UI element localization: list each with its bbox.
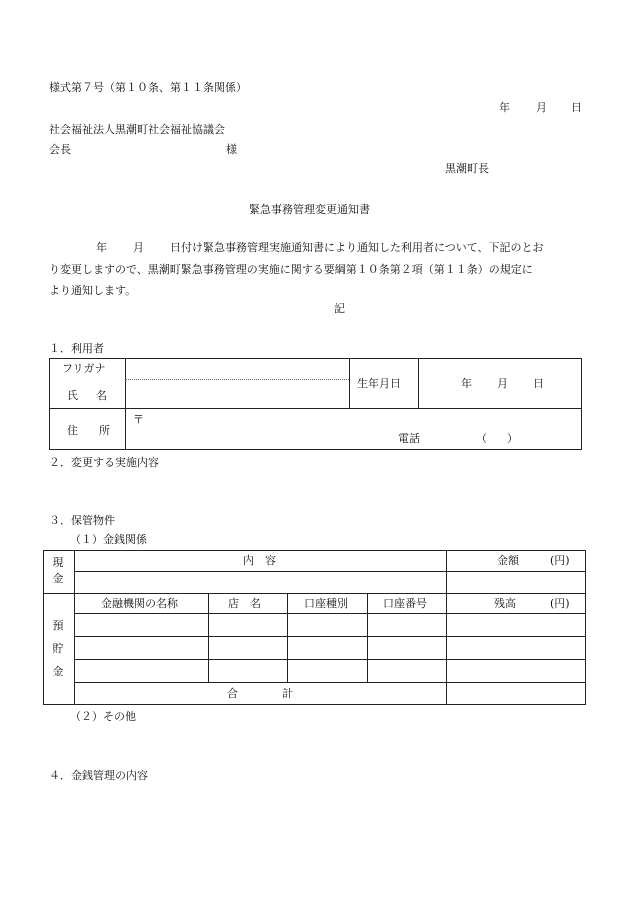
col-content: 内 容	[243, 554, 276, 567]
birth-day: 日	[533, 377, 544, 390]
section-4-heading: ４．金銭管理の内容	[49, 769, 148, 782]
address-label-1: 住	[67, 424, 78, 437]
birth-year: 年	[461, 377, 472, 390]
total-amount-field[interactable]	[450, 685, 582, 702]
col-balance-unit: (円)	[550, 597, 570, 610]
col-account-type: 口座種別	[304, 597, 348, 610]
cash-content-field[interactable]	[78, 574, 442, 591]
deposit-label-1: 預	[52, 619, 64, 632]
recipient-organization: 社会福祉法人黒潮町社会福祉協議会	[49, 123, 225, 136]
cash-label-2: 金	[52, 572, 64, 585]
address-field[interactable]	[148, 412, 576, 428]
section-3-heading: ３．保管物件	[49, 514, 115, 527]
section-1-heading: １．利用者	[49, 342, 104, 355]
document-title: 緊急事務管理変更通知書	[249, 203, 370, 216]
body-month: 月	[133, 241, 144, 254]
name-label-1: 氏	[67, 389, 78, 402]
body-year: 年	[96, 241, 107, 254]
ki-marker: 記	[334, 302, 345, 315]
body-line-1: 日付け緊急事務管理実施通知書により通知した利用者について、下記のとお	[170, 241, 544, 254]
phone-paren-close: ）	[507, 432, 518, 445]
recipient-title: 会長	[49, 143, 71, 156]
issue-date-month: 月	[536, 101, 547, 114]
birth-date-label: 生年月日	[357, 377, 401, 390]
body-line-2: り変更しますので、黒潮町緊急事務管理の実施に関する要綱第１０条第２項（第１１条）の規定に	[49, 263, 533, 276]
body-line-3: より通知します。	[49, 284, 137, 297]
sender-name: 黒潮町長	[445, 162, 489, 175]
name-field[interactable]	[130, 383, 344, 405]
birth-month: 月	[497, 377, 508, 390]
phone-paren-open: （	[476, 432, 487, 445]
recipient-honorific: 様	[226, 143, 237, 156]
issue-date-year: 年	[499, 101, 510, 114]
col-branch: 店 名	[228, 597, 261, 610]
col-account-number: 口座番号	[383, 597, 427, 610]
section-3-sub-1: （１）金銭関係	[70, 533, 147, 546]
section-3-sub-2: （２）その他	[70, 710, 136, 723]
furigana-label: フリガナ	[62, 362, 106, 375]
col-amount-unit: (円)	[550, 554, 570, 567]
name-label-2: 名	[96, 389, 107, 402]
phone-field[interactable]	[490, 431, 504, 445]
phone-label: 電話	[398, 432, 420, 445]
col-institution: 金融機関の名称	[101, 597, 178, 610]
cash-amount-field[interactable]	[450, 574, 582, 591]
section-2-heading: ２．変更する実施内容	[49, 456, 159, 469]
col-balance: 残高	[494, 597, 516, 610]
address-label-2: 所	[99, 424, 110, 437]
col-amount: 金額	[497, 554, 519, 567]
deposit-label-2: 貯	[52, 642, 64, 655]
deposit-label-3: 金	[52, 665, 64, 678]
cash-label-1: 現	[52, 556, 64, 569]
issue-date-day: 日	[571, 101, 582, 114]
total-label: 合 計	[227, 687, 293, 700]
furigana-field[interactable]	[130, 362, 344, 376]
postal-mark: 〒	[133, 413, 144, 426]
form-number: 様式第７号（第１０条、第１１条関係）	[49, 81, 247, 94]
